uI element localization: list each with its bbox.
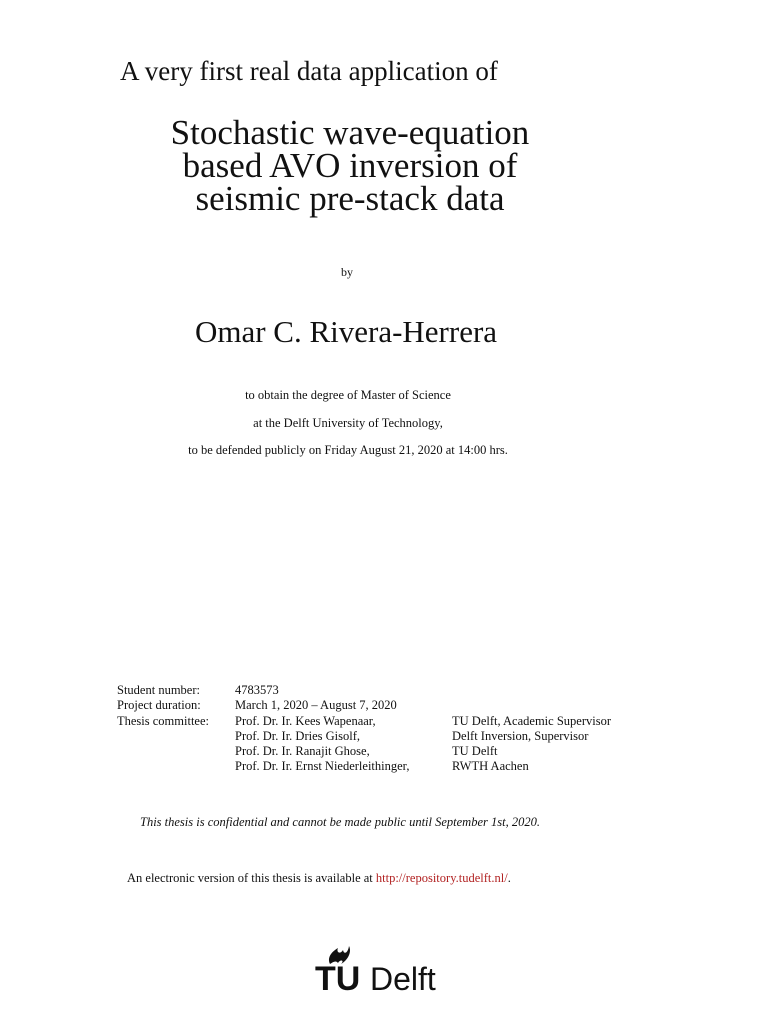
thesis-info-table [117, 683, 652, 775]
committee-row [117, 729, 652, 744]
electronic-version-suffix: . [507, 871, 511, 885]
thesis-title-line-3: seismic pre-stack data [195, 179, 505, 218]
committee-member-role: RWTH Aachen [452, 759, 529, 774]
repository-link[interactable]: http://repository.tudelft.nl/ [375, 871, 508, 885]
degree-line-3: to be defended publicly on Friday August 21, 2020 at 14:00 hrs. [188, 443, 508, 457]
degree-line-1: to obtain the degree of Master of Science [245, 388, 451, 402]
committee-member-role: TU Delft, Academic Supervisor [452, 713, 611, 728]
project-duration-value: March 1, 2020 – August 7, 2020 [235, 698, 397, 713]
committee-member-role: TU Delft [452, 744, 498, 759]
student-number-value: 4783573 [235, 683, 279, 697]
project-duration-label: Project duration: [117, 698, 201, 713]
logo-delft-text: Delft [370, 961, 436, 996]
confidentiality-note: This thesis is confidential and cannot be made public until September 1st, 2020. [140, 815, 540, 829]
thesis-title-line-1: Stochastic wave-equation [170, 113, 530, 152]
tu-delft-logo [314, 938, 454, 996]
committee-member-name: Prof. Dr. Ir. Dries Gisolf, [235, 728, 360, 743]
logo-tu-text: TU [315, 960, 361, 996]
thesis-title-line-2: based AVO inversion of [182, 146, 518, 185]
committee-member-name: Prof. Dr. Ir. Kees Wapenaar, [235, 713, 376, 728]
info-row-student [117, 683, 652, 698]
electronic-version-text: An electronic version of this thesis is available at [127, 871, 376, 885]
student-number-label: Student number: [117, 683, 200, 697]
committee-member-role: Delft Inversion, Supervisor [452, 728, 589, 743]
committee-member-name: Prof. Dr. Ir. Ranajit Ghose, [235, 744, 370, 759]
electronic-version-note [127, 871, 511, 886]
by-label: by [341, 265, 353, 279]
info-row-duration [117, 698, 652, 713]
committee-member-name: Prof. Dr. Ir. Ernst Niederleithinger, [235, 759, 410, 774]
thesis-committee-label: Thesis committee: [117, 713, 209, 728]
thesis-title [0, 113, 700, 218]
pre-title: A very first real data application of [120, 56, 498, 86]
committee-row [117, 714, 652, 729]
committee-row [117, 759, 652, 774]
degree-line-2: at the Delft University of Technology, [253, 416, 443, 430]
author-name: Omar C. Rivera-Herrera [194, 314, 498, 349]
committee-row [117, 744, 652, 759]
